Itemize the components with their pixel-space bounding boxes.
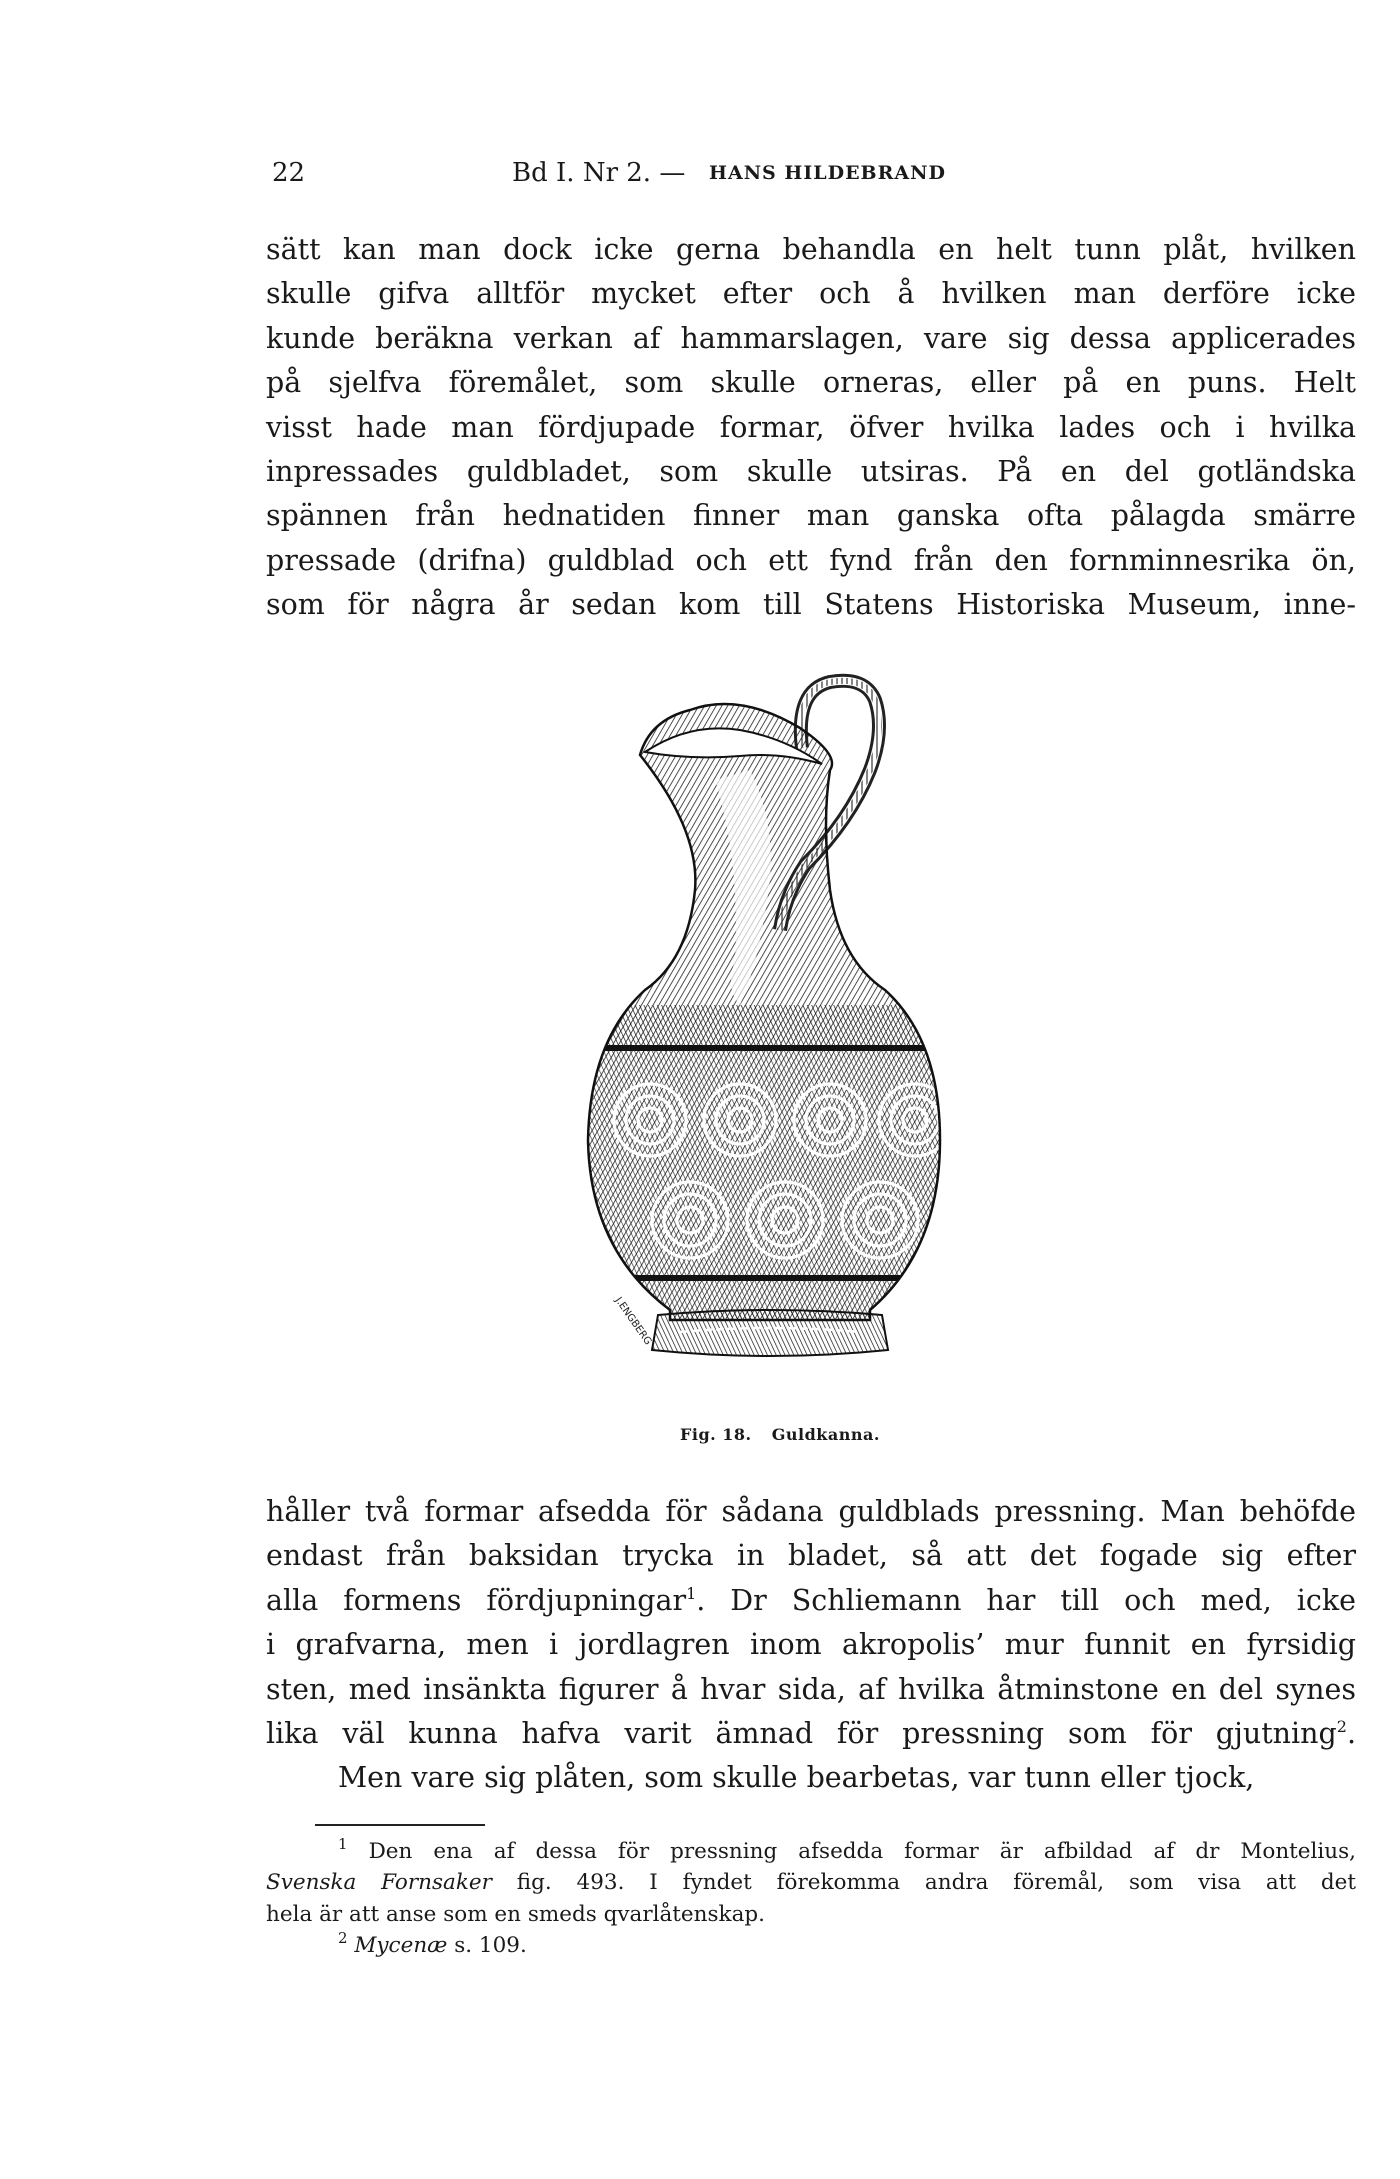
text-run: . [1346, 1716, 1356, 1750]
text-line: inpressades guldbladet, som skulle utsiras. På en del gotländska [266, 454, 1356, 488]
ornamented-gold-jug-icon [540, 660, 1100, 1405]
text-line: på sjelfva föremålet, som skulle orneras, eller på en puns. Helt [266, 366, 1356, 400]
volume-reference: Bd I. Nr 2. — [512, 158, 686, 188]
text-run: . Dr Schliemann har till och med, icke [696, 1583, 1356, 1617]
text-line: Men vare sig plåten, som skulle bearbetas, var tunn eller tjock, [338, 1761, 1255, 1795]
text-line: visst hade man fördjupade formar, öfver hvilka lades och i hvilka [266, 410, 1356, 444]
text-line [266, 1579, 1356, 1623]
text-line: kunde beräkna verkan af hammarslagen, vare sig dessa applicerades [266, 321, 1356, 355]
figure-gold-jug [540, 660, 1100, 1405]
running-head [272, 158, 1080, 198]
text-run: fig. 493. I fyndet förekomma andra föremål, som visa att det [491, 1870, 1357, 1896]
footnote-1-line: hela är att anse som en smeds qvarlåtenskap. [266, 1901, 765, 1927]
cited-work-title: Mycenæ [354, 1932, 448, 1958]
footnote-2-line [266, 1930, 1356, 1961]
footnote-1-line [266, 1836, 1356, 1867]
text-line: spännen från hednatiden finner man ganska ofta pålagda smärre [266, 499, 1356, 533]
footnote-ref-2[interactable]: 2 [1336, 1716, 1347, 1736]
cited-work-title: Svenska Fornsaker [266, 1870, 492, 1896]
footnote-divider [315, 1824, 485, 1826]
engraver-signature: J.ENGBERG [612, 1295, 654, 1348]
text-line: endast från baksidan trycka in bladet, så att det fogade sig efter [266, 1539, 1356, 1573]
text-line: som för några år sedan kom till Statens Historiska Museum, inne- [266, 588, 1356, 622]
figure-caption [680, 1425, 880, 1444]
text-run: lika väl kunna hafva varit ämnad för pressning som för gjutning [266, 1716, 1337, 1750]
footnote-1-mark: 1 [338, 1835, 348, 1853]
text-line: i grafvarna, men i jordlagren inom akropolis’ mur funnit en fyrsidig [266, 1628, 1356, 1662]
figure-caption-text: Guldkanna. [771, 1425, 880, 1444]
text-run: alla formens fördjupningar [266, 1583, 687, 1617]
text-line: skulle gifva alltför mycket efter och å hvilken man derföre icke [266, 277, 1356, 311]
paragraph-2 [266, 1490, 1356, 1801]
footnotes [266, 1836, 1356, 1961]
text-line [266, 1712, 1356, 1756]
text-line: sätt kan man dock icke gerna behandla en helt tunn plåt, hvilken [266, 233, 1356, 266]
text-line: håller två formar afsedda för sådana guldblads pressning. Man behöfde [266, 1495, 1356, 1528]
footnote-ref-1[interactable]: 1 [686, 1583, 697, 1603]
text-line: sten, med insänkta figurer å hvar sida, af hvilka åtminstone en del synes [266, 1672, 1356, 1706]
text-line: pressade (drifna) guldblad och ett fynd från den fornminnesrika ön, [266, 543, 1356, 577]
running-head-author: HANS HILDEBRAND [709, 162, 946, 184]
text-run: Den ena af dessa för pressning afsedda formar är afbildad af dr Montelius, [368, 1839, 1357, 1864]
figure-label: Fig. 18. [680, 1425, 752, 1444]
footnote-2-mark: 2 [338, 1928, 348, 1947]
paragraph-1 [266, 228, 1356, 628]
text-run: s. 109. [447, 1932, 527, 1958]
footnote-1-line [266, 1867, 1356, 1898]
page-number: 22 [272, 158, 306, 188]
